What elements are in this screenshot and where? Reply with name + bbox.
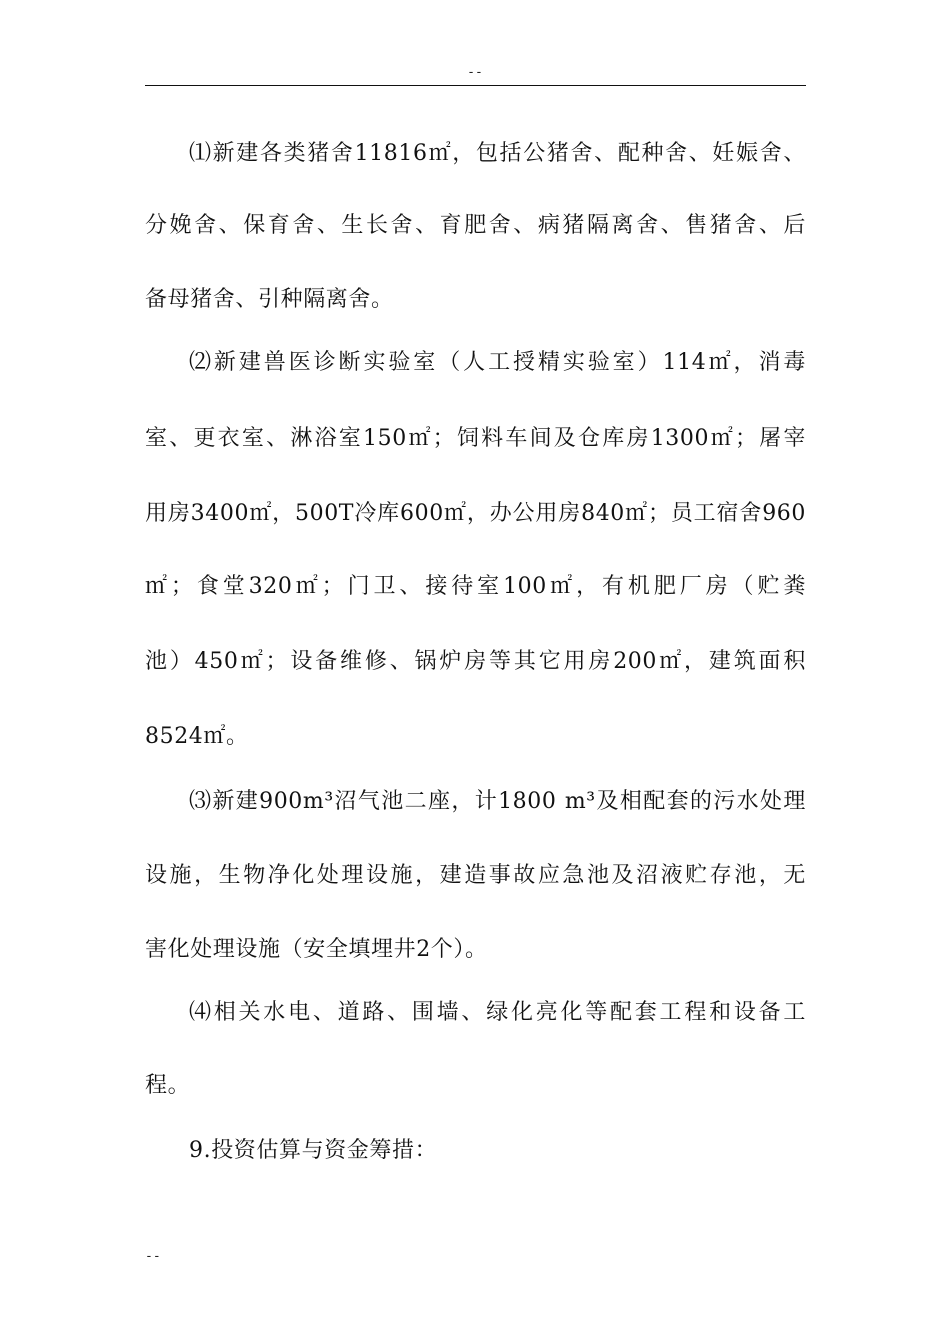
page-footer-mark: --: [145, 1249, 161, 1264]
paragraph-2-line-5: 池）450㎡；设备维修、锅炉房等其它用房200㎡，建筑面积: [145, 649, 806, 674]
header-rule: [145, 85, 806, 86]
paragraph-3-line-1: ⑶新建900m³沼气池二座，计1800 m³及相配套的污水处理: [189, 789, 806, 814]
paragraph-2-line-1: ⑵新建兽医诊断实验室（人工授精实验室）114㎡，消毒: [189, 350, 806, 375]
paragraph-2-line-2: 室、更衣室、淋浴室150㎡；饲料车间及仓库房1300㎡；屠宰: [145, 426, 806, 451]
paragraph-1-line-2: 分娩舍、保育舍、生长舍、育肥舍、病猪隔离舍、售猪舍、后: [145, 213, 806, 238]
paragraph-4-line-2: 程。: [145, 1073, 191, 1098]
paragraph-1-line-1: ⑴新建各类猪舍11816㎡，包括公猪舍、配种舍、妊娠舍、: [189, 141, 806, 166]
paragraph-1-line-3: 备母猪舍、引种隔离舍。: [145, 287, 394, 312]
paragraph-2-line-6: 8524㎡。: [145, 724, 249, 749]
section-heading-investment: 9.投资估算与资金筹措：: [189, 1138, 438, 1163]
paragraph-4-line-1: ⑷相关水电、道路、围墙、绿化亮化等配套工程和设备工: [189, 1000, 806, 1025]
page-header-mark: --: [467, 65, 483, 80]
paragraph-3-line-2: 设施，生物净化处理设施，建造事故应急池及沼液贮存池，无: [145, 863, 806, 888]
paragraph-2-line-4: ㎡；食堂320㎡；门卫、接待室100㎡，有机肥厂房（贮粪: [145, 574, 806, 599]
paragraph-2-line-3: 用房3400㎡，500T冷库600㎡，办公用房840㎡；员工宿舍960: [145, 501, 806, 526]
paragraph-3-line-3: 害化处理设施（安全填埋井2个）。: [145, 937, 488, 962]
